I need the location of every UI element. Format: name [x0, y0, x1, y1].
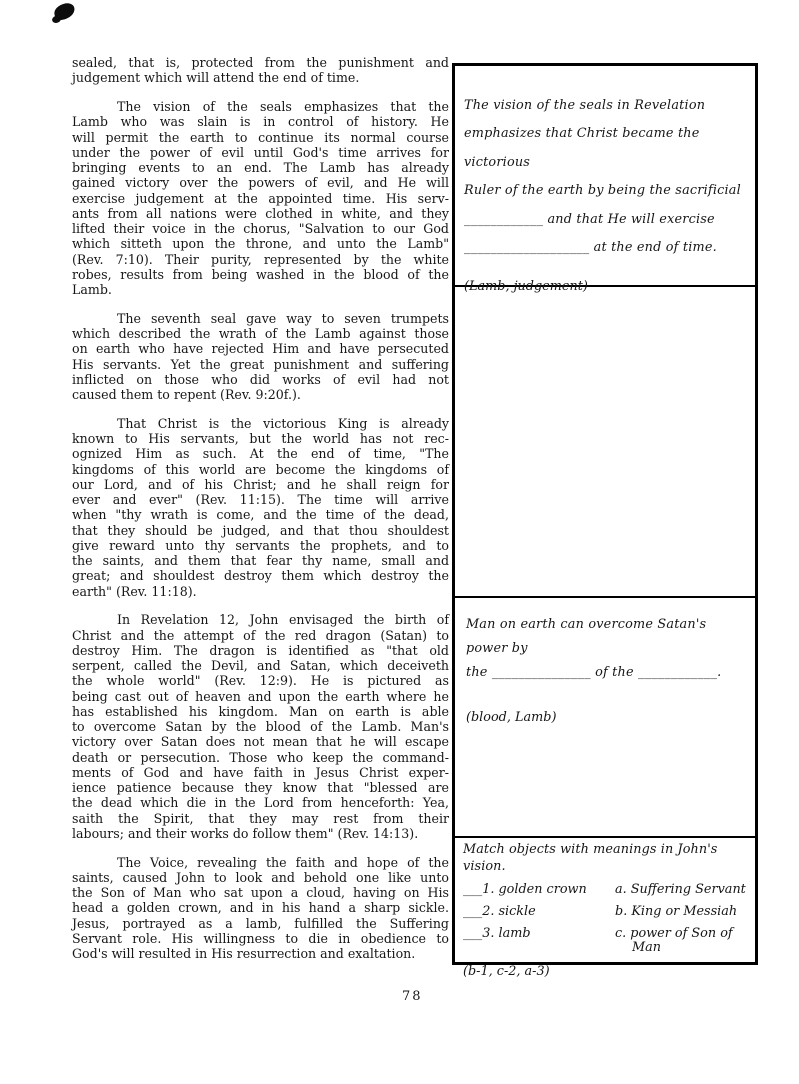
answer-key: (b-1, c-2, a-3) [463, 963, 550, 979]
text-line: ognized Him as such. At the end of time, "The [72, 446, 449, 462]
text-line: ___________________ at the end of time. [464, 240, 717, 256]
text-line: the whole world" (Rev. 12:9). He is pictured as [72, 673, 449, 689]
text-line: when "thy wrath is come, and the time of the dead, [72, 507, 449, 523]
text-line: Servant role. His willingness to die in obedience to [72, 930, 449, 946]
text-line: head a golden crown, and in his hand a sharp sickle. [72, 900, 449, 916]
text-line: saints, caused John to look and behold one like unto [72, 869, 449, 885]
text-line: the _______________ of the ____________. [466, 665, 722, 680]
match-option: c. power of Son of Man [615, 925, 733, 955]
text-line: on earth who have rejected Him and have persecuted [72, 341, 449, 357]
text-line: bringing events to an end. The Lamb has already [72, 160, 449, 175]
text-line: known to His servants, but the world has not rec- [72, 431, 449, 446]
match-item: ___3. lamb [463, 925, 531, 941]
text-line: that they should be judged, and that thou shouldest [72, 522, 449, 538]
text-line: will permit the earth to continue its normal course [72, 129, 449, 145]
text-line: labours; and their works do follow them" (Rev. 14:13). [72, 825, 419, 841]
text-line: inflicted on those who did works of evil had not [72, 371, 449, 387]
text-line: lifted their voice in the chorus, "Salvation to our God [72, 221, 449, 236]
text-line: give reward unto thy servants the prophets, and to [72, 537, 449, 553]
text-line: exercise judgement at the appointed time. His serv- [72, 190, 449, 206]
text-line: which sitteth upon the throne, and unto the Lamb" [72, 236, 449, 252]
text-line: The Voice, revealing the faith and hope of the [117, 854, 449, 870]
fill-blank-text [464, 92, 747, 262]
match-row [463, 927, 749, 956]
exercise-panel [452, 63, 758, 979]
text-line: victory over Satan does not mean that he will escape [72, 734, 449, 750]
paragraph [72, 612, 449, 841]
text-line: Man on earth can overcome Satan's power by [466, 617, 707, 656]
text-line: ever and ever" (Rev. 11:15). The time will arrive [72, 492, 449, 507]
fill-blank-box-satan [455, 598, 755, 838]
text-line: has established his kingdom. Man on earth is able [72, 703, 449, 719]
text-line: the dead which die in the Lord from henceforth: Yea, [72, 795, 449, 811]
answer-key: (blood, Lamb) [466, 710, 557, 725]
text-line: under the power of evil until God's time arrives for [72, 144, 449, 160]
text-line: sealed, that is, protected from the punishment and [72, 55, 449, 70]
match-item: ___1. golden crown [463, 881, 587, 897]
matching-title: Match objects with meanings in John's vision. [463, 842, 718, 874]
empty-box [455, 287, 755, 598]
text-line: ____________ and that He will exercise [464, 211, 715, 227]
text-line: earth" (Rev. 11:18). [72, 583, 197, 599]
text-line: robes, results from being washed in the blood of the [72, 266, 449, 282]
text-line: Jesus, portrayed as a lamb, fulfilled the Suffering [72, 915, 449, 931]
text-line: judgement which will attend the end of time. [72, 70, 360, 86]
matching-rows [463, 883, 749, 956]
match-row [463, 905, 749, 920]
text-line: Christ and the attempt of the red dragon (Satan) to [72, 627, 449, 643]
text-line: caused them to repent (Rev. 9:20f.). [72, 387, 301, 402]
text-line: death or persecution. Those who keep the command- [72, 749, 449, 765]
text-line: ments of God and have faith in Jesus Christ exper- [72, 764, 449, 780]
text-line: which described the wrath of the Lamb against those [72, 326, 449, 341]
text-line: the saints, and them that fear thy name, small and [72, 553, 449, 568]
text-line: Lamb. [72, 282, 112, 297]
text-line: The vision of the seals emphasizes that the [117, 99, 449, 114]
text-line: (Rev. 7:10). Their purity, represented by the white [72, 251, 449, 267]
fill-blank-text [466, 613, 747, 685]
scan-artifact [52, 1, 77, 22]
article [72, 55, 449, 975]
text-line: ants from all nations were clothed in white, and they [72, 205, 449, 221]
text-line: being cast out of heaven and upon the earth where he [72, 688, 449, 704]
text-line: the Son of Man who sat upon a cloud, having on His [72, 885, 449, 900]
page-number: 78 [402, 989, 423, 1004]
text-line: saith the Spirit, that they may rest from their [72, 810, 449, 826]
paragraph [72, 55, 449, 86]
text-line: emphasizes that Christ became the victorious [464, 126, 700, 170]
text-line: Lamb who was slain is in control of history. He [72, 114, 449, 130]
text-line: In Revelation 12, John envisaged the birth of [117, 612, 449, 628]
text-line: Ruler of the earth by being the sacrificial [464, 183, 741, 199]
text-line: kingdoms of this world are become the kingdoms of [72, 461, 449, 477]
paragraph [72, 416, 449, 599]
text-line: God's will resulted in His resurrection and exaltation. [72, 946, 416, 961]
paragraph [72, 311, 449, 403]
text-line: destroy Him. The dragon is identified as "that old [72, 642, 449, 658]
answer-key: (Lamb, judgement) [464, 279, 588, 295]
text-line: The seventh seal gave way to seven trumpets [117, 310, 449, 326]
match-row [463, 883, 749, 898]
text-line: to overcome Satan by the blood of the Lamb. Man's [72, 719, 449, 734]
match-item: ___2. sickle [463, 903, 536, 919]
paragraph [72, 99, 449, 297]
text-line: The vision of the seals in Revelation [464, 98, 706, 113]
text-line: ience patience because they know that "blessed are [72, 780, 449, 795]
matching-box [455, 838, 755, 979]
text-line: gained victory over the powers of evil, and He will [72, 175, 449, 191]
paragraph [72, 855, 449, 962]
text-line: His servants. Yet the great punishment and suffering [72, 356, 449, 372]
text-line: great; and shouldest destroy them which destroy the [72, 568, 449, 584]
text-line: That Christ is the victorious King is already [117, 415, 449, 431]
text-line: our Lord, and of his Christ; and he shall reign for [72, 476, 449, 492]
match-option: a. Suffering Servant [615, 881, 746, 897]
fill-blank-box-seals [455, 66, 755, 295]
match-option: b. King or Messiah [615, 903, 738, 919]
text-line: serpent, called the Devil, and Satan, which deceiveth [72, 658, 449, 673]
